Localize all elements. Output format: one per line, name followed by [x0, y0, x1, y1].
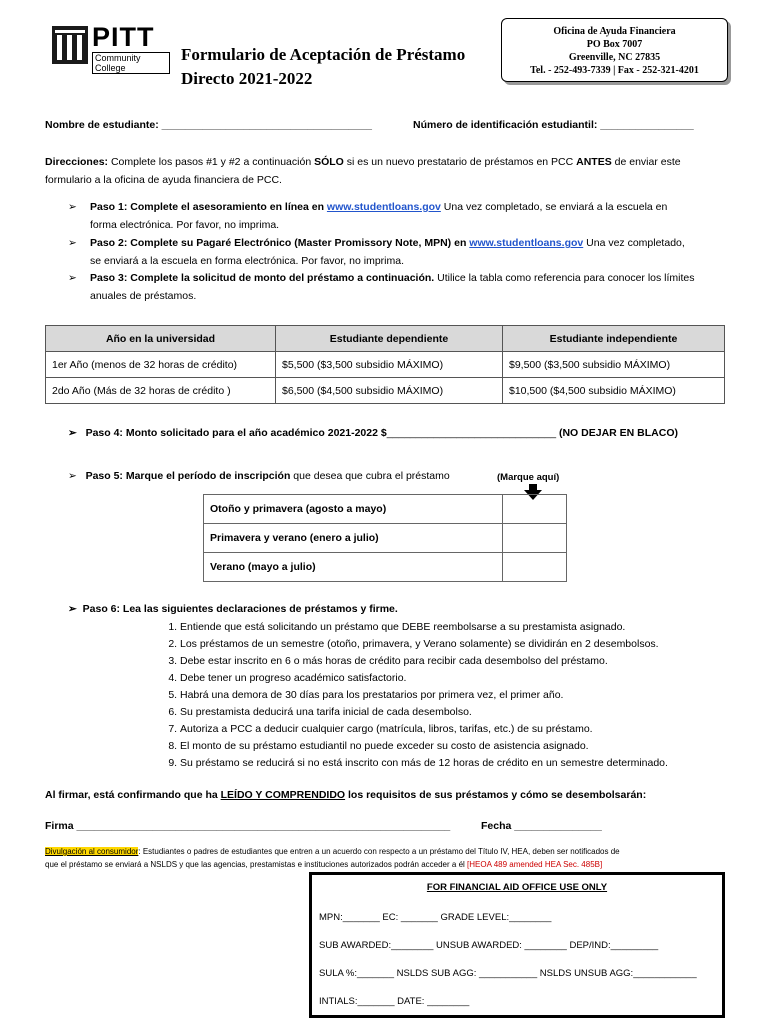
disclosure-label: Divulgación al consumidor — [45, 847, 139, 856]
college-logo — [52, 22, 170, 73]
arrow-bullet-icon: ➢ — [68, 427, 77, 439]
consumer-disclosure — [45, 845, 735, 871]
step-6-title — [68, 603, 398, 615]
column-header: Estudiante independiente — [503, 326, 725, 352]
step-1 — [68, 198, 730, 234]
step-2-line2: se enviará a la escuela en forma electrónica. Por favor, no imprima. — [90, 255, 404, 267]
step-2-text: Una vez completado, — [583, 237, 685, 249]
office-use-row[interactable]: MPN:_______ EC: _______ GRADE LEVEL:________ — [319, 912, 552, 923]
step-3-line2: anuales de préstamos. — [90, 290, 197, 302]
mark-here-label: (Marque aquí) — [497, 472, 560, 483]
confirm-text: Al firmar, está confirmando que ha — [45, 789, 221, 801]
studentloans-link[interactable]: www.studentloans.gov — [326, 201, 441, 213]
arrow-bullet-icon: ➢ — [68, 272, 77, 284]
list-item: 6. Su prestamista deducirá una tarifa inicial de cada desembolso. — [180, 704, 760, 721]
step-2 — [68, 234, 730, 270]
step-3-title: Paso 3: Complete la solicitud de monto del préstamo a continuación. — [90, 272, 435, 284]
step-1-line2: forma electrónica. Por favor, no imprima. — [90, 219, 280, 231]
step-3-text: Utilice la tabla como referencia para conocer los límites — [434, 272, 695, 284]
column-header: Año en la universidad — [46, 326, 276, 352]
list-item: 9. Su préstamo se reducirá si no está inscrito con más de 12 horas de crédito en un semestre determinado. — [180, 755, 760, 772]
form-title-line1: Formulario de Aceptación de Préstamo — [181, 45, 466, 64]
directions-antes: ANTES — [576, 156, 612, 168]
table-cell: $5,500 ($3,500 subsidio MÁXIMO) — [276, 352, 503, 378]
office-use-box — [309, 872, 725, 1018]
directions-only: SÓLO — [314, 156, 344, 168]
enrollment-period-table — [203, 494, 567, 582]
list-item: 1. Entiende que está solicitando un préstamo que DEBE reembolsarse a su prestamista asignado. — [180, 619, 760, 636]
directions-line2: formulario a la oficina de ayuda financiera de PCC. — [45, 174, 282, 186]
table-cell: 2do Año (Más de 32 horas de crédito ) — [46, 378, 276, 404]
student-id-field[interactable]: Número de identificación estudiantil: ________________ — [413, 119, 694, 131]
table-row — [46, 352, 725, 378]
list-item: 4. Debe tener un progreso académico satisfactorio. — [180, 670, 760, 687]
date-field[interactable]: Fecha _______________ — [481, 820, 602, 832]
term-option: Verano (mayo a julio) — [204, 553, 503, 582]
office-use-row[interactable]: INTIALS:_______ DATE: ________ — [319, 996, 470, 1007]
office-use-row[interactable]: SULA %:_______ NSLDS SUB AGG: ___________ NSLDS UNSUB AGG:____________ — [319, 968, 697, 979]
logo-subtitle: Community College — [92, 52, 170, 74]
form-title — [181, 43, 465, 91]
table-cell: $9,500 ($3,500 subsidio MÁXIMO) — [503, 352, 725, 378]
term-option: Otoño y primavera (agosto a mayo) — [204, 495, 503, 524]
list-item: 3. Debe estar inscrito en 6 o más horas de crédito para recibir cada desembolso del préstamo. — [180, 653, 760, 670]
disclosure-text: : Estudiantes o padres de estudiantes que entren a un acuerdo con respecto a un préstamo del Título IV, HEA, deben ser notificados de — [138, 847, 620, 856]
step-6-heading: Paso 6: Lea las siguientes declaraciones de préstamos y firme. — [82, 603, 398, 615]
step-2-title: Paso 2: Complete su Pagaré Electrónico (Master Promissory Note, MPN) en — [90, 237, 470, 249]
loan-statements-list — [142, 619, 760, 772]
logo-name: PITT — [92, 22, 155, 52]
table-header-row — [46, 326, 725, 352]
list-item: 2. Los préstamos de un semestre (otoño, primavera, y Verano solamente) se dividirán en 2 desembolsos. — [180, 636, 760, 653]
arrow-bullet-icon: ➢ — [68, 237, 77, 249]
office-line: Tel. - 252-493-7339 | Fax - 252-321-4201 — [530, 65, 699, 76]
confirm-emphasis: LEÍDO Y COMPRENDIDO — [220, 789, 346, 801]
term-checkbox[interactable] — [503, 524, 567, 553]
step-4-note: (NO DEJAR EN BLACO) — [556, 427, 678, 439]
arrow-bullet-icon: ➢ — [68, 603, 77, 615]
directions-label: Direcciones: — [45, 156, 109, 168]
office-line: Greenville, NC 27835 — [568, 52, 661, 63]
term-option: Primavera y verano (enero a julio) — [204, 524, 503, 553]
step-1-text: Una vez completado, se enviará a la escuela en — [440, 201, 668, 213]
step-3 — [68, 269, 730, 305]
office-line: PO Box 7007 — [586, 39, 643, 50]
step-5-text: que desea que cubra el préstamo — [290, 470, 450, 482]
directions-text: si es un nuevo prestatario de préstamos en PCC — [343, 156, 577, 168]
directions — [45, 153, 735, 189]
loan-amount-field[interactable]: _____________________________ — [386, 427, 557, 439]
step-5 — [68, 470, 450, 482]
table-row — [204, 495, 567, 524]
list-item: 5. Habrá una demora de 30 días para los prestatarios por primera vez, el primer año. — [180, 687, 760, 704]
table-cell: 1er Año (menos de 32 horas de crédito) — [46, 352, 276, 378]
table-row — [204, 524, 567, 553]
term-checkbox[interactable] — [503, 495, 567, 524]
table-cell: $6,500 ($4,500 subsidio MÁXIMO) — [276, 378, 503, 404]
table-row — [46, 378, 725, 404]
step-4-text: Paso 4: Monto solicitado para el año académico 2021-2022 $ — [85, 427, 387, 439]
office-line: Oficina de Ayuda Financiera — [553, 26, 676, 37]
disclosure-reference: [HEOA 489 amended HEA Sec. 485B] — [467, 860, 603, 869]
confirm-text: los requisitos de sus préstamos y cómo se desembolsarán: — [345, 789, 647, 801]
studentloans-link[interactable]: www.studentloans.gov — [469, 237, 584, 249]
loan-limits-table — [45, 325, 725, 404]
arrow-bullet-icon: ➢ — [68, 470, 77, 482]
table-row — [204, 553, 567, 582]
form-title-line2: Directo 2021-2022 — [181, 69, 313, 88]
building-columns-icon — [52, 26, 88, 64]
column-header: Estudiante dependiente — [276, 326, 503, 352]
directions-text: de enviar este — [611, 156, 681, 168]
directions-text: Complete los pasos #1 y #2 a continuación — [108, 156, 315, 168]
list-item: 8. El monto de su préstamo estudiantil no puede exceder su costo de asistencia asignado. — [180, 738, 760, 755]
step-5-title: Paso 5: Marque el período de inscripción — [85, 470, 291, 482]
disclosure-text: que el préstamo se enviará a NSLDS y que las agencias, prestamistas e instituciones autorizados podrán acceder a él — [45, 860, 468, 869]
term-checkbox[interactable] — [503, 553, 567, 582]
step-4 — [68, 427, 678, 439]
signing-confirmation — [45, 789, 646, 801]
signature-field[interactable]: Firma ________________________________________________________________ — [45, 820, 451, 832]
step-1-title: Paso 1: Complete el asesoramiento en línea en — [90, 201, 327, 213]
list-item: 7. Autoriza a PCC a deducir cualquier cargo (matrícula, libros, tarifas, etc.) de su préstamo. — [180, 721, 760, 738]
arrow-bullet-icon: ➢ — [68, 201, 77, 213]
table-cell: $10,500 ($4,500 subsidio MÁXIMO) — [503, 378, 725, 404]
office-address-box — [501, 18, 728, 82]
office-use-row[interactable]: SUB AWARDED:________ UNSUB AWARDED: ________ DEP/IND:_________ — [319, 940, 659, 951]
student-name-field[interactable]: Nombre de estudiante: ____________________________________ — [45, 119, 372, 131]
office-use-title: FOR FINANCIAL AID OFFICE USE ONLY — [426, 882, 608, 893]
